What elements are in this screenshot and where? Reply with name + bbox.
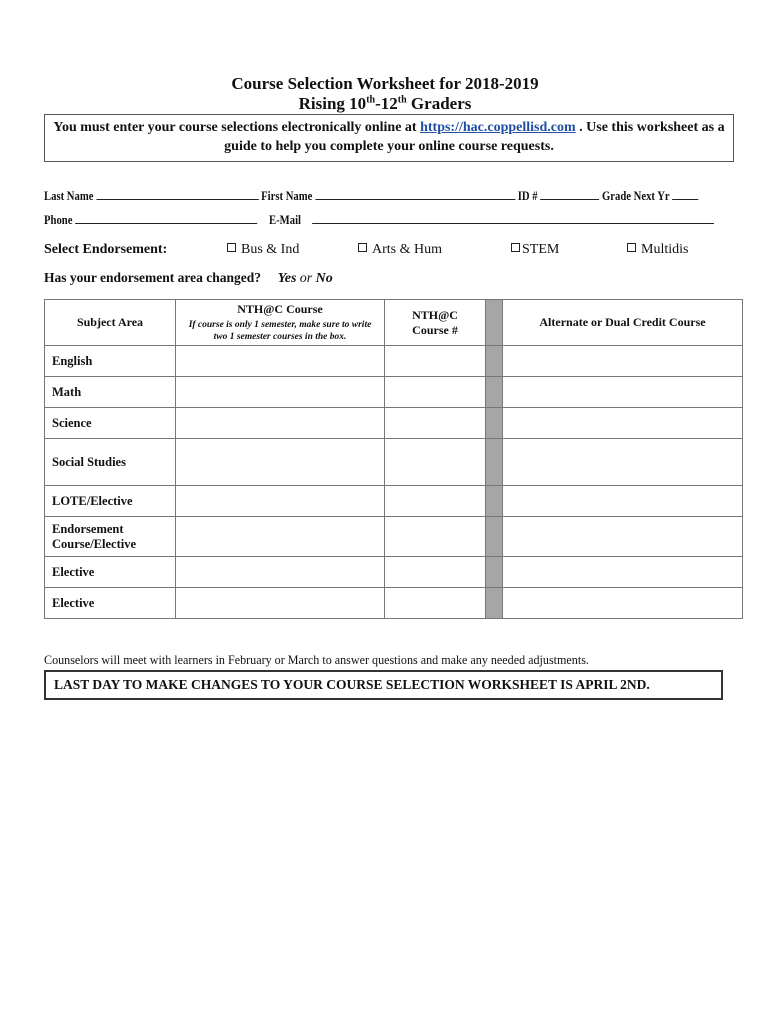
alternate-cell[interactable] (503, 486, 743, 517)
email-label: E-Mail (269, 212, 302, 227)
checkbox-icon (511, 243, 520, 252)
table-row (45, 557, 743, 588)
alternate-cell[interactable] (503, 377, 743, 408)
course-cell[interactable] (176, 439, 385, 486)
worksheet-title: Course Selection Worksheet for 2018-2019 (231, 74, 539, 93)
alternate-cell[interactable] (503, 557, 743, 588)
course-cell[interactable] (176, 557, 385, 588)
id-field[interactable] (540, 189, 599, 200)
course-number-cell[interactable] (385, 588, 486, 619)
course-cell[interactable] (176, 517, 385, 557)
row-subject: Endorsement Course/Elective (45, 517, 176, 557)
divider-column (486, 588, 503, 619)
or-text: or (299, 271, 313, 286)
table-header-row (45, 300, 743, 346)
course-cell[interactable] (176, 588, 385, 619)
last-name-field[interactable] (96, 189, 258, 200)
row-subject: LOTE/Elective (45, 486, 176, 517)
endorsement-option-multidis[interactable]: Multidis (627, 242, 688, 258)
divider-column (486, 439, 503, 486)
table-row (45, 377, 743, 408)
worksheet-subtitle: Rising 10th-12th Graders (298, 94, 472, 113)
course-number-cell[interactable] (385, 517, 486, 557)
endorsement-option-bus-ind[interactable]: Bus & Ind (227, 242, 299, 258)
course-number-cell[interactable] (385, 346, 486, 377)
course-number-cell[interactable] (385, 486, 486, 517)
row-subject: Science (45, 408, 176, 439)
table-row (45, 517, 743, 557)
course-number-cell[interactable] (385, 557, 486, 588)
table-row (45, 439, 743, 486)
row-subject: Elective (45, 588, 176, 619)
contact-line (44, 212, 770, 228)
phone-label: Phone (44, 212, 73, 227)
divider-column (486, 486, 503, 517)
endorsement-changed-question: Has your endorsement area changed? (44, 270, 261, 285)
grade-field[interactable] (672, 189, 698, 200)
divider-column (486, 517, 503, 557)
alternate-cell[interactable] (503, 346, 743, 377)
header-course-number: NTH@C Course # (385, 300, 486, 346)
online-entry-notice: You must enter your course selections electronically online at https://hac.coppellisd.com . Use this worksheet as a guide to help you complete your online course requests. (44, 114, 734, 162)
counselor-note: Counselors will meet with learners in February or March to answer questions and make any needed adjustments. (44, 652, 589, 667)
divider-column (486, 408, 503, 439)
table-row (45, 346, 743, 377)
row-subject: English (45, 346, 176, 377)
divider-column (486, 346, 503, 377)
alternate-cell[interactable] (503, 408, 743, 439)
deadline-banner: LAST DAY TO MAKE CHANGES TO YOUR COURSE SELECTION WORKSHEET IS APRIL 2ND. (44, 670, 723, 700)
row-subject: Social Studies (45, 439, 176, 486)
yes-option[interactable]: Yes (277, 271, 297, 286)
email-field[interactable] (312, 213, 714, 224)
divider-column (486, 557, 503, 588)
table-row (45, 588, 743, 619)
name-line (44, 188, 770, 204)
endorsement-option-stem[interactable]: STEM (511, 242, 559, 258)
alternate-cell[interactable] (503, 439, 743, 486)
divider-column (486, 300, 503, 346)
course-cell[interactable] (176, 486, 385, 517)
endorsement-option-arts-hum[interactable]: Arts & Hum (358, 242, 442, 258)
course-cell[interactable] (176, 377, 385, 408)
course-number-cell[interactable] (385, 377, 486, 408)
course-number-cell[interactable] (385, 439, 486, 486)
divider-column (486, 377, 503, 408)
row-subject: Elective (45, 557, 176, 588)
table-row (45, 408, 743, 439)
course-table (44, 299, 743, 619)
first-name-field[interactable] (315, 189, 515, 200)
header-course: NTH@C Course If course is only 1 semester, make sure to write two 1 semester courses in the box. (176, 300, 385, 346)
phone-field[interactable] (75, 213, 257, 224)
alternate-cell[interactable] (503, 517, 743, 557)
checkbox-icon (627, 243, 636, 252)
first-name-label: First Name (261, 188, 313, 203)
endorsement-label: Select Endorsement: (44, 242, 168, 257)
course-cell[interactable] (176, 408, 385, 439)
table-row (45, 486, 743, 517)
header-alternate-course: Alternate or Dual Credit Course (503, 300, 743, 346)
hac-link[interactable]: https://hac.coppellisd.com (420, 120, 576, 135)
alternate-cell[interactable] (503, 588, 743, 619)
course-hint: If course is only 1 semester, make sure to write two 1 semester courses in the box. (188, 320, 372, 342)
header-subject-area: Subject Area (45, 300, 176, 346)
row-subject: Math (45, 377, 176, 408)
course-number-cell[interactable] (385, 408, 486, 439)
last-name-label: Last Name (44, 188, 94, 203)
id-label: ID # (517, 188, 538, 203)
checkbox-icon (358, 243, 367, 252)
grade-label: Grade Next Yr (601, 188, 670, 203)
course-cell[interactable] (176, 346, 385, 377)
checkbox-icon (227, 243, 236, 252)
endorsement-changed-line (44, 270, 333, 287)
no-option[interactable]: No (315, 271, 333, 286)
